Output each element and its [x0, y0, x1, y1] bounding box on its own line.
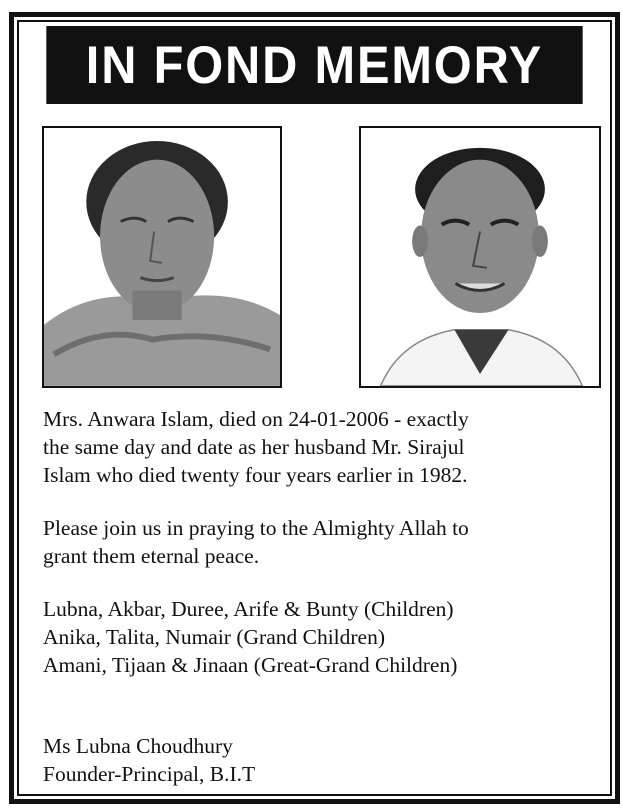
announcement-paragraph	[43, 405, 613, 489]
announcement-line: the same day and date as her husband Mr. Sirajul	[43, 435, 465, 459]
family-line: Anika, Talita, Numair (Grand Children)	[43, 625, 386, 649]
announcement-line: Islam who died twenty four years earlier in 1982.	[43, 463, 468, 487]
prayer-line: Please join us in praying to the Almighty Allah to	[43, 516, 469, 540]
signature-block	[43, 732, 613, 788]
banner-title: IN FOND MEMORY	[85, 35, 544, 95]
signature-title: Founder-Principal, B.I.T	[43, 762, 256, 786]
portrait-photo-woman	[42, 126, 282, 388]
family-list	[43, 595, 613, 679]
inner-frame	[17, 20, 612, 796]
signature-name: Ms Lubna Choudhury	[43, 734, 233, 758]
prayer-line: grant them eternal peace.	[43, 544, 260, 568]
announcement-line: Mrs. Anwara Islam, died on 24-01-2006 - exactly	[43, 407, 469, 431]
portrait-woman-image	[44, 128, 280, 386]
memorial-banner	[46, 26, 582, 104]
prayer-paragraph	[43, 514, 613, 570]
family-line: Lubna, Akbar, Duree, Arife & Bunty (Children)	[43, 597, 454, 621]
family-line: Amani, Tijaan & Jinaan (Great-Grand Children)	[43, 653, 458, 677]
portrait-photo-man	[359, 126, 601, 388]
outer-frame	[9, 12, 620, 804]
portrait-man-image	[361, 128, 599, 386]
